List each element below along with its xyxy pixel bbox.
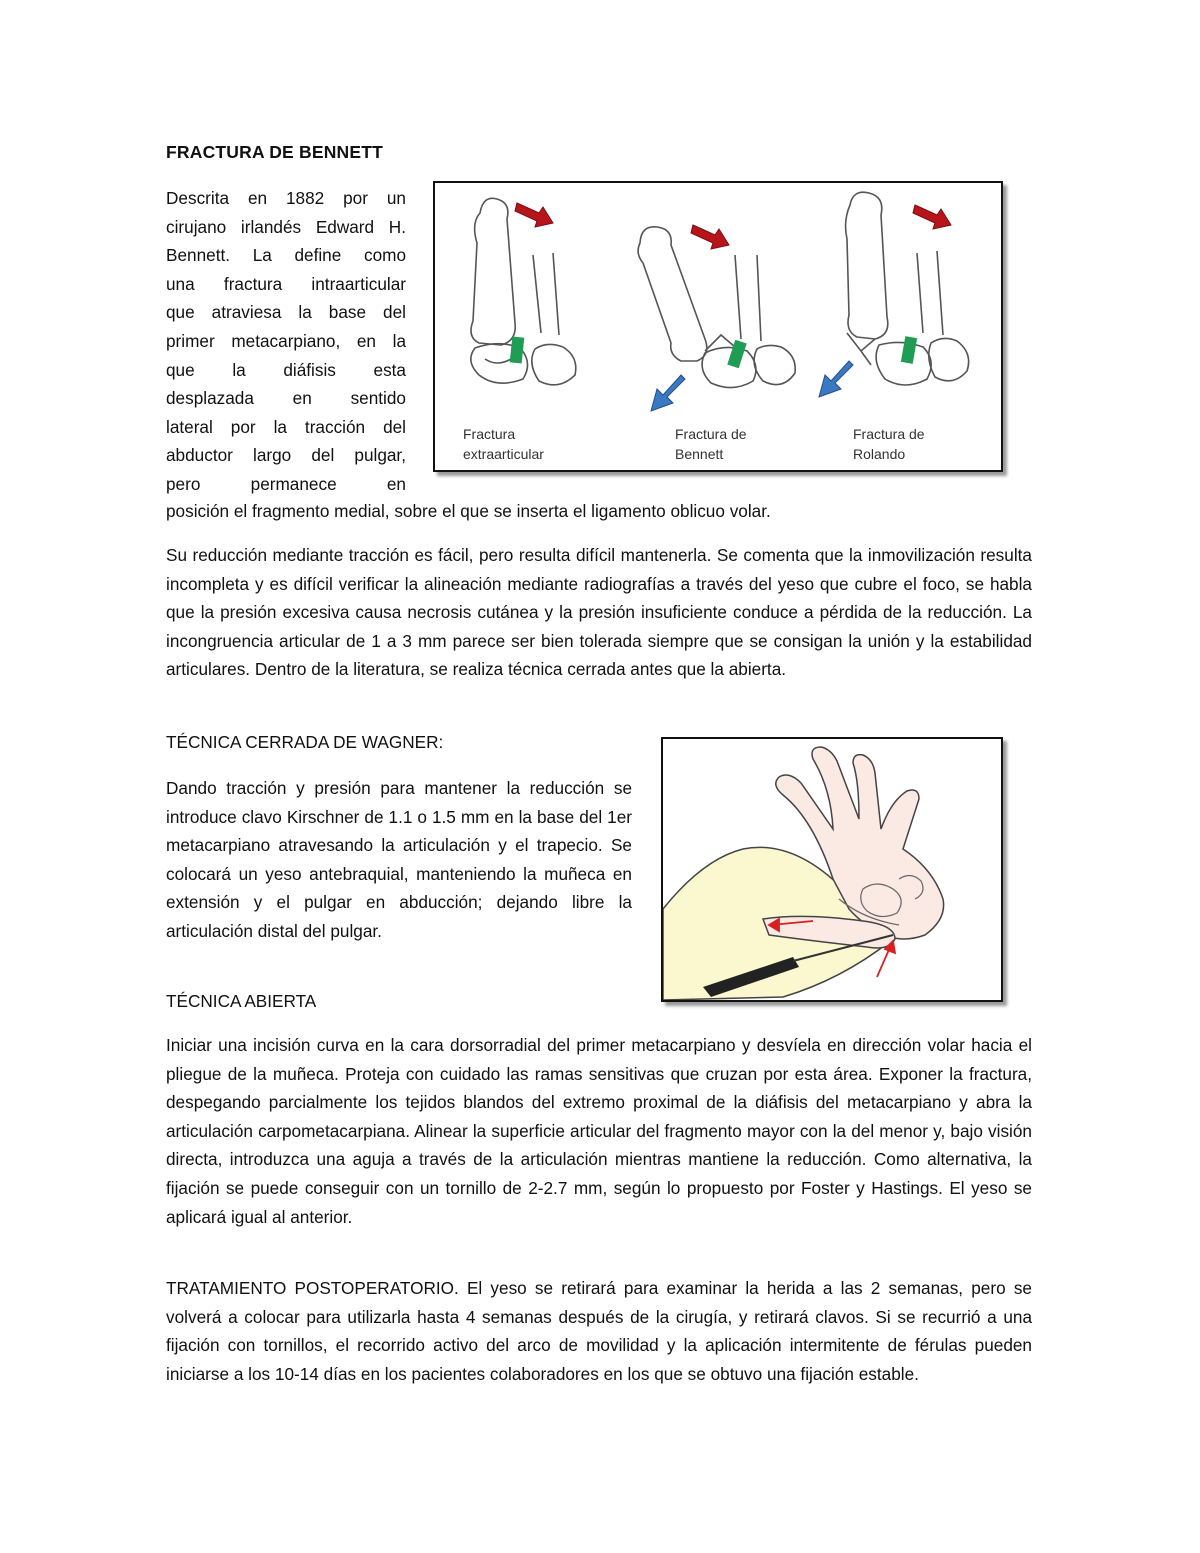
postop-paragraph: TRATAMIENTO POSTOPERATORIO. El yeso se retirará para examinar la herida a las 2 semanas, pero se volverá a colocar para utilizarla hasta 4 semanas después de la cirugía, y retirará clavos. Si se recurrió a una fijación con tornillos, el recorrido activo del arco de movilidad y la aplicación intermitente de férulas pueden iniciarse a los 10-14 días en los pacientes colaboradores en los que se obtuvo una fijación estable. <box>166 1278 1032 1384</box>
fracture-illustration <box>435 183 1001 470</box>
caption-extraarticular-line1: Fractura <box>463 426 516 442</box>
intro-line: lateral por la tracción del <box>166 416 406 437</box>
metacarpal-bone-3 <box>846 192 888 339</box>
intro-line: que atraviesa la base del <box>166 302 406 323</box>
metacarpal-bone-2 <box>638 227 707 361</box>
caption-bennett-line1: Fractura de <box>675 426 747 442</box>
intro-line: Bennett. La define como <box>166 245 406 266</box>
intro-line: desplazada en sentido <box>166 388 406 409</box>
intro-line: una fractura intraarticular <box>166 273 406 294</box>
intro-line: cirujano irlandés Edward H. <box>166 216 406 237</box>
intro-line: pero permanece en <box>166 473 406 494</box>
caption-bennett-line2: Bennett <box>675 446 724 462</box>
intro-paragraph <box>166 184 406 499</box>
red-arrow-icon <box>515 203 553 227</box>
fracture-marker-icon <box>901 336 917 364</box>
blue-arrow-icon <box>651 375 685 411</box>
wagner-technique-figure <box>661 737 1003 1002</box>
caption-rolando-line1: Fractura de <box>853 426 925 442</box>
carpal-bone-2a <box>702 347 756 387</box>
carpal-bone-1b <box>532 344 576 384</box>
carpal-bone-2b <box>754 345 795 384</box>
fracture-types-figure <box>433 181 1003 472</box>
second-metacarpal-1 <box>533 253 559 335</box>
metacarpal-bone-1 <box>471 198 515 345</box>
intro-continuation: posición el fragmento medial, sobre el que se inserta el ligamento oblicuo volar. <box>166 501 771 521</box>
fracture-marker-icon <box>727 340 746 368</box>
blue-arrow-icon <box>819 361 853 397</box>
open-technique-heading: TÉCNICA ABIERTA <box>166 991 317 1011</box>
red-arrow-icon <box>913 205 951 229</box>
intro-line: abductor largo del pulgar, <box>166 445 406 466</box>
wagner-paragraph: Dando tracción y presión para mantener la reducción se introduce clavo Kirschner de 1.1 o 1.5 mm en la base del 1er metacarpiano atravesando la articulación y el trapecio. Se colocará un yeso antebraquial, manteniendo la muñeca en extensión y el pulgar en abducción; dejando libre la articulación distal del pulgar. <box>166 778 632 941</box>
wagner-heading: TÉCNICA CERRADA DE WAGNER: <box>166 732 444 752</box>
open-technique-paragraph: Iniciar una incisión curva en la cara dorsorradial del primer metacarpiano y desvíela en dirección volar hacia el pliegue de la muñeca. Proteja con cuidado las ramas sensitivas que cruzan por esta área. Exponer la fractura, despegando parcialmente los tejidos blandos del extremo proximal de la diáfisis del metacarpiano y abra la articulación carpometacarpiana. Alinear la superficie articular del fragmento mayor con la del menor y, bajo visión directa, introduzca una aguja a través de la articulación mientras mantiene la reducción. Como alternativa, la fijación se puede conseguir con un tornillo de 2-2.7 mm, según lo propuesto por Foster y Hastings. El yeso se aplicará igual al anterior. <box>166 1035 1032 1227</box>
caption-rolando-line2: Rolando <box>853 446 906 462</box>
hand-illustration <box>663 739 1001 1000</box>
intro-line: primer metacarpiano, en la <box>166 330 406 351</box>
postop-paragraph-block <box>166 1274 1032 1388</box>
wagner-paragraph-block <box>166 774 632 946</box>
caption-extraarticular-line2: extraarticular <box>463 446 544 462</box>
open-technique-paragraph-block <box>166 1031 1032 1231</box>
fracture-marker-icon <box>510 336 525 363</box>
red-arrow-icon <box>691 225 729 249</box>
page-title: FRACTURA DE BENNETT <box>166 142 384 162</box>
carpal-bone-3b <box>929 338 969 380</box>
reduction-paragraph: Su reducción mediante tracción es fácil, pero resulta difícil mantenerla. Se comenta que la inmovilización resulta incompleta y es difícil verificar la alineación mediante radiografías a través del yeso que cubre el foco, se habla que la presión excesiva causa necrosis cutánea y la presión insuficiente conduce a pérdida de la reducción. La incongruencia articular de 1 a 3 mm parece ser bien tolerada siempre que se consigan la unión y la estabilidad articulares. Dentro de la literatura, se realiza técnica cerrada antes que la abierta. <box>166 545 1032 680</box>
intro-line: que la diáfisis esta <box>166 359 406 380</box>
intro-line: Descrita en 1882 por un <box>166 188 406 208</box>
second-metacarpal-2 <box>735 255 761 341</box>
second-metacarpal-3 <box>917 251 943 335</box>
reduction-paragraph-block <box>166 541 1032 684</box>
